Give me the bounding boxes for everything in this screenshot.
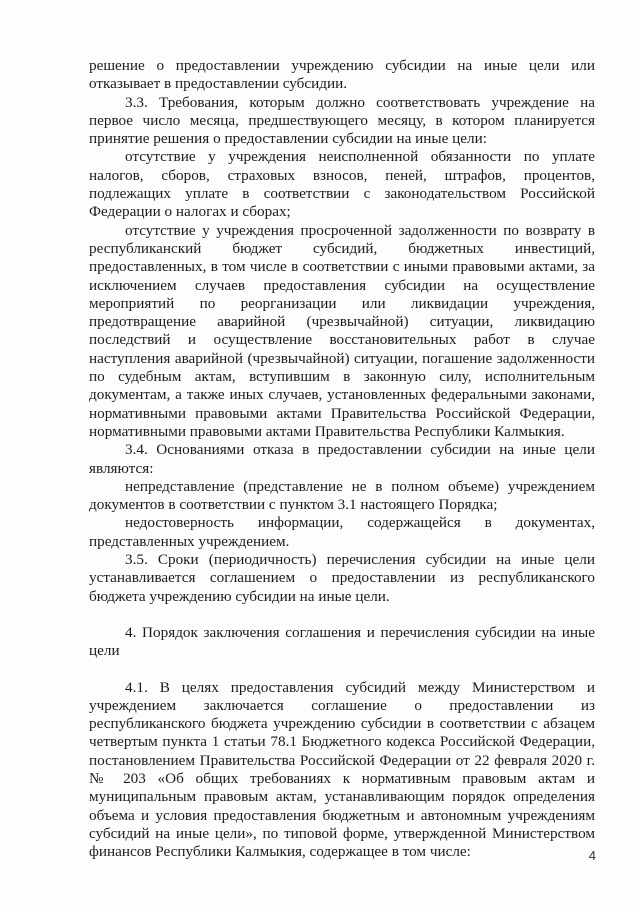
paragraph-no-overdue-debt: отсутствие у учреждения просроченной задолженности по возврату в республиканский бюджет субсидий, бюджетных инвестиций, предоставленных, в том числе в соответствии с иными правовыми актами, за исключением случаев предоставления субсидии на осуществление мероприятий по реорганизации или ликвидации учреждения, предотвращение аварийной (чрезвычайной) ситуации, ликвидацию последствий и осуществление восстановительных работ в случае наступления аварийной (чрезвычайной) ситуации, погашение задолженности по судебным актам, вступившим в законную силу, исполнительным документам, а также иных случаев, установленных федеральными законами, нормативными правовыми актами Правительства Российской Федерации, нормативными правовыми актами Правительства Республики Калмыкия. <box>89 221 595 440</box>
paragraph-non-submission: непредставление (представление не в полном объеме) учреждением документов в соответствии с пунктом 3.1 настоящего Порядка; <box>89 477 595 514</box>
paragraph-3-4: 3.4. Основаниями отказа в предоставлении субсидии на иные цели являются: <box>89 441 595 477</box>
paragraph-3-3: 3.3. Требования, которым должно соответствовать учреждение на первое число месяца, предшествующего месяцу, в котором планируется принятие решения о предоставлении субсидии на иные цели: <box>89 93 595 148</box>
paragraph-3-5: 3.5. Сроки (периодичность) перечисления субсидии на иные цели устанавливается соглашением о предоставлении из республиканского бюджета учреждению субсидии на иные цели. <box>89 551 595 605</box>
document-body <box>89 57 595 861</box>
page-number: 4 <box>588 848 596 863</box>
paragraph-no-tax-debt: отсутствие у учреждения неисполненной обязанности по уплате налогов, сборов, страховых взносов, пеней, штрафов, процентов, подлежащих уплате в соответствии с законодательством Российской Федерации о налогах и сборах; <box>89 148 595 221</box>
section-heading-4: 4. Порядок заключения соглашения и перечисления субсидии на иные цели <box>89 623 595 660</box>
paragraph-4-1: 4.1. В целях предоставления субсидий между Министерством и учреждением заключается соглашение о предоставлении из республиканского бюджета учреждению субсидии в соответствии с абзацем четвертым пункта 1 статьи 78.1 Бюджетного кодекса Российской Федерации, постановлением Правительства Российской Федерации от 22 февраля 2020 г. № 203 «Об общих требованиях к нормативным правовым актам и муниципальным правовым актам, устанавливающим порядок определения объема и условия предоставления бюджетным и автономным учреждениям субсидий на иные цели», по типовой форме, утвержденной Министерством финансов Республики Калмыкия, содержащее в том числе: <box>89 678 595 861</box>
paragraph-unreliable-info: недостоверность информации, содержащейся в документах, представленных учреждением. <box>89 514 595 550</box>
paragraph-continuation: решение о предоставлении учреждению субсидии на иные цели или отказывает в предоставлении субсидии. <box>89 57 595 93</box>
